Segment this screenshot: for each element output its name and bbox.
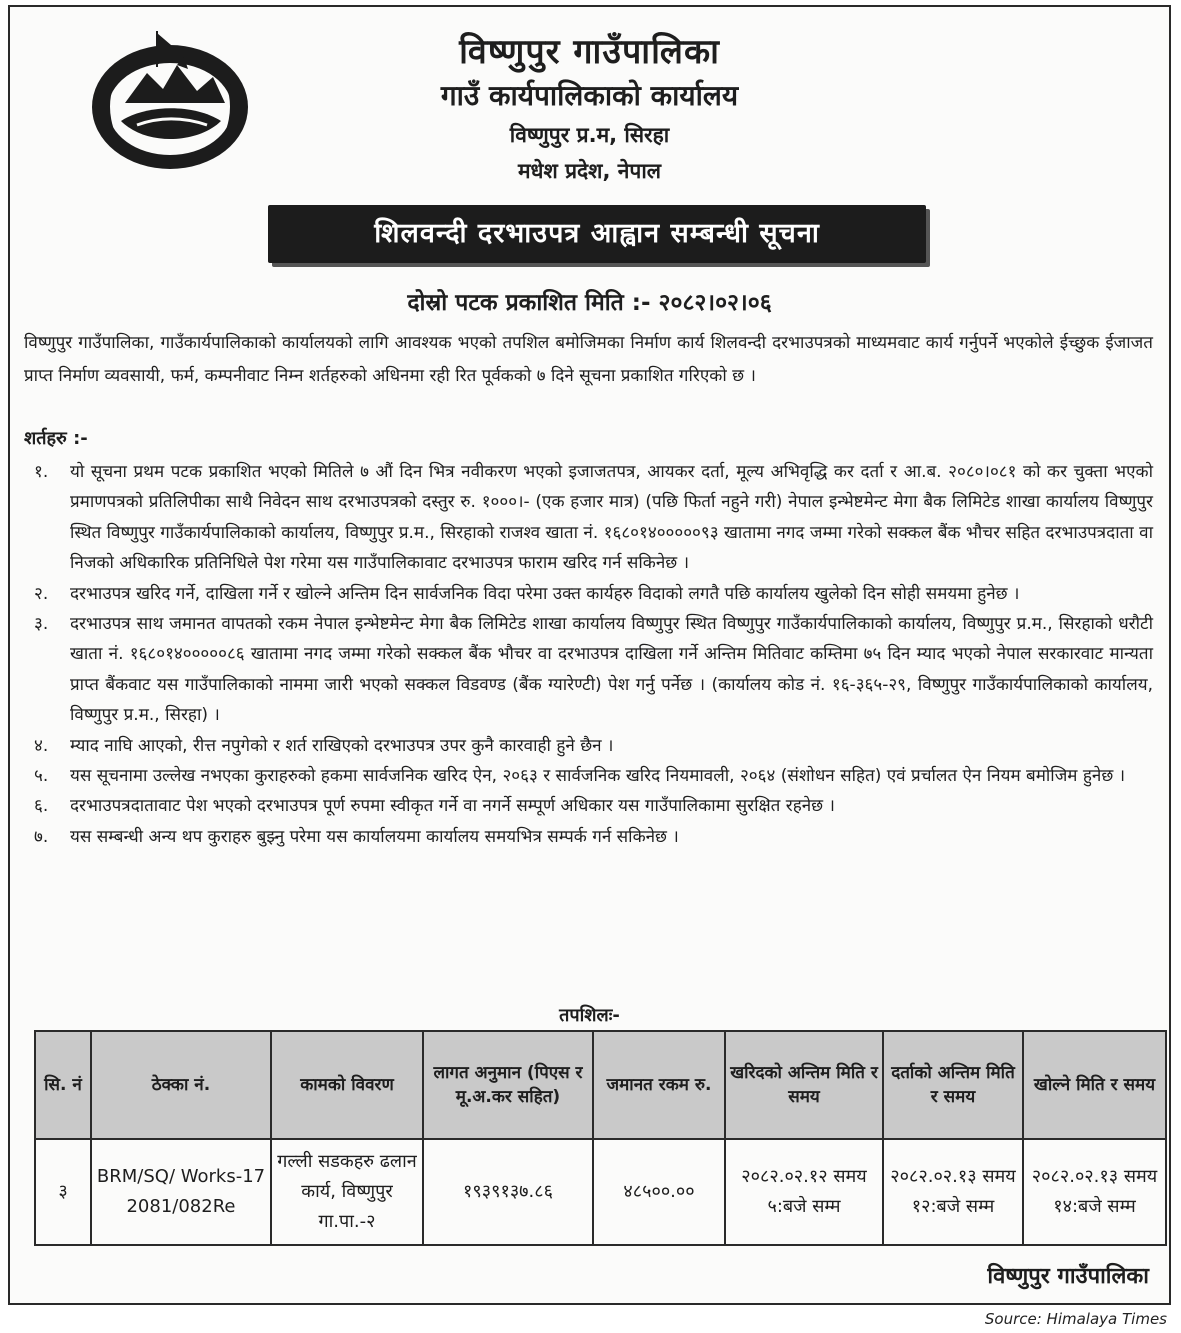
condition-text: दरभाउपत्र साथ जमानत वापतको रकम नेपाल इन्भेष्टमेन्ट मेगा बैक लिमिटेड शाखा कार्यालय विष्णुपुर स्थित विष्णुपुर गाउँकार्यपालिकाको कार्यालय, विष्णुपुर प्र.म., सिरहाको धरौटी खाता नं. १६८०१४०००००८६ खातामा नगद जम्मा गरेको सक्कल बैंक भौचर वा दरभाउपत्र दाखिला गर्ने अन्तिम मितिवाट कम्तिमा ७५ दिन म्याद भएको नेपाल सरकारवाट मान्यता प्राप्त बैंकवाट यस गाउँपालिकाको नाममा जारी भएको सक्कल विडवण्ड (बैंक ग्यारेण्टी) पेश गर्नु पर्नेछ । (कार्यालय कोड नं. १६-३६५-२९, विष्णुपुर गाउँकार्यपालिकाको कार्यालय, विष्णुपुर प्र.म., सिरहा) । [70, 614, 1153, 726]
condition-number: १. [34, 462, 49, 482]
condition-text: दरभाउपत्र खरिद गर्ने, दाखिला गर्ने र खोल्ने अन्तिम दिन सार्वजनिक विदा परेमा उक्त कार्यहरु विदाको लगतै पछि कार्यालय खुलेको दिन सोही समयमा हुनेछ । [70, 583, 1020, 604]
table-header-cell: ठेक्का नं. [91, 1031, 271, 1139]
table-row [35, 1139, 1166, 1245]
condition-item [24, 731, 1153, 761]
condition-item [24, 791, 1153, 821]
table-cell: BRM/SQ/ Works-17 2081/082Re [91, 1139, 271, 1245]
condition-number: ५. [34, 766, 49, 787]
table-cell: ३ [35, 1139, 91, 1245]
office-name: गाउँ कार्यपालिकाको कार्यालय [440, 79, 739, 112]
signature: विष्णुपुर गाउँपालिका [987, 1264, 1149, 1289]
condition-text: दरभाउपत्रदातावाट पेश भएको दरभाउपत्र पूर्ण रुपमा स्वीकृत गर्ने वा नगर्ने सम्पूर्ण अधिकार यस गाउँपालिकामा सुरक्षित रहनेछ । [70, 796, 835, 817]
publication-date: दोस्रो पटक प्रकाशित मिति :- २०८२।०२।०६ [407, 290, 772, 316]
table-header-cell: कामको विवरण [271, 1031, 423, 1139]
org-name: विष्णुपुर गाउँपालिका [459, 32, 720, 72]
table-cell: १९३९१३७.८६ [423, 1139, 593, 1245]
address-line-2: मधेश प्रदेश, नेपाल [518, 159, 661, 183]
condition-text: यस सम्बन्धी अन्य थप कुराहरु बुझ्नु परेमा यस कार्यालयमा कार्यालय समयभित्र सम्पर्क गर्न सकिनेछ । [70, 826, 679, 847]
table-header-row [35, 1031, 1166, 1139]
conditions-heading: शर्तहरु :- [24, 428, 88, 449]
condition-item [24, 579, 1153, 609]
condition-item [24, 761, 1153, 791]
table-header-cell: लागत अनुमान (पिएस र मू.अ.कर सहित) [423, 1031, 593, 1139]
condition-number: ७. [34, 826, 49, 847]
condition-item [24, 822, 1153, 852]
intro-paragraph: विष्णुपुर गाउँपालिका, गाउँकार्यपालिकाको कार्यालयको लागि आवश्यक भएको तपशिल बमोजिमका निर्माण कार्य शिलवन्दी दरभाउपत्रको माध्यमवाट कार्य गर्नुपर्ने भएकोले ईच्छुक ईजाजत प्राप्त निर्माण व्यवसायी, फर्म, कम्पनीवाट निम्न शर्तहरुको अधिनमा रही रित पूर्वकको ७ दिने सूचना प्रकाशित गरिएको छ । [24, 333, 1153, 386]
condition-text: म्याद नाघि आएको, रीत्त नपुगेको र शर्त राखिएको दरभाउपत्र उपर कुनै कारवाही हुने छैन । [70, 735, 614, 756]
condition-item [24, 609, 1153, 731]
source-credit: Source: Himalaya Times [984, 1310, 1167, 1328]
schedule-heading: तपशिलः- [559, 1005, 620, 1026]
table-header-cell: खोल्ने मिति र समय [1023, 1031, 1166, 1139]
table-header-cell: जमानत रकम रु. [593, 1031, 725, 1139]
condition-text: यस सूचनामा उल्लेख नभएका कुराहरुको हकमा सार्वजनिक खरिद ऐन, २०६३ र सार्वजनिक खरिद नियमावली, २०६४ (संशोधन सहित) एवं प्रर्चालत ऐन नियम बमोजिम हुनेछ । [70, 766, 1126, 787]
condition-number: ४. [34, 735, 49, 756]
table-header-cell: सि. नं [35, 1031, 91, 1139]
table-cell: गल्ली सडकहरु ढलान कार्य, विष्णुपुर गा.पा.-२ [271, 1139, 423, 1245]
condition-number: ३. [34, 614, 49, 635]
condition-number: ६. [34, 796, 49, 817]
table-cell: २०८२.०२.१२ समय ५:बजे सम्म [725, 1139, 883, 1245]
schedule-table [34, 1030, 1167, 1246]
table-cell: २०८२.०२.१३ समय १४:बजे सम्म [1023, 1139, 1166, 1245]
notice-title: शिलवन्दी दरभाउपत्र आह्वान सम्बन्धी सूचना [268, 205, 926, 263]
table-header-cell: दर्ताको अन्तिम मिति र समय [883, 1031, 1023, 1139]
table-cell: ४८५००.०० [593, 1139, 725, 1245]
condition-text: यो सूचना प्रथम पटक प्रकाशित भएको मितिले ७ औं दिन भित्र नवीकरण भएको इजाजतपत्र, आयकर दर्ता, मूल्य अभिवृद्धि कर दर्ता र आ.ब. २०८०।०८१ को कर चुक्ता भएको प्रमाणपत्रको प्रतिलिपीका साथै निवेदन साथ दरभाउपत्रको दस्तुर रु. १०००।- (एक हजार मात्र) (पछि फिर्ता नहुने गरी) नेपाल इन्भेष्टमेन्ट मेगा बैक लिमिटेड शाखा कार्यालय विष्णुपुर स्थित विष्णुपुर गाउँकार्यपालिकाको कार्यालय, विष्णुपुर प्र.म., सिरहाको राजश्व खाता नं. १६८०१४०००००९३ खातामा नगद जम्मा गरेको सक्कल बैंक भौचर सहित दरभाउपत्रदाता वा निजको अधिकारिक प्रतिनिधिले पेश गरेमा यस गाउँपालिकावाट दरभाउपत्र फाराम खरिद गर्न सकिनेछ । [70, 462, 1153, 574]
address-line-1: विष्णुपुर प्र.म, सिरहा [509, 123, 670, 147]
notice-page [8, 5, 1171, 1305]
conditions-list [24, 457, 1153, 852]
condition-number: २. [34, 583, 49, 604]
table-header-cell: खरिदको अन्तिम मिति र समय [725, 1031, 883, 1139]
table-cell: २०८२.०२.१३ समय १२:बजे सम्म [883, 1139, 1023, 1245]
condition-item [24, 457, 1153, 579]
header [10, 29, 1169, 189]
